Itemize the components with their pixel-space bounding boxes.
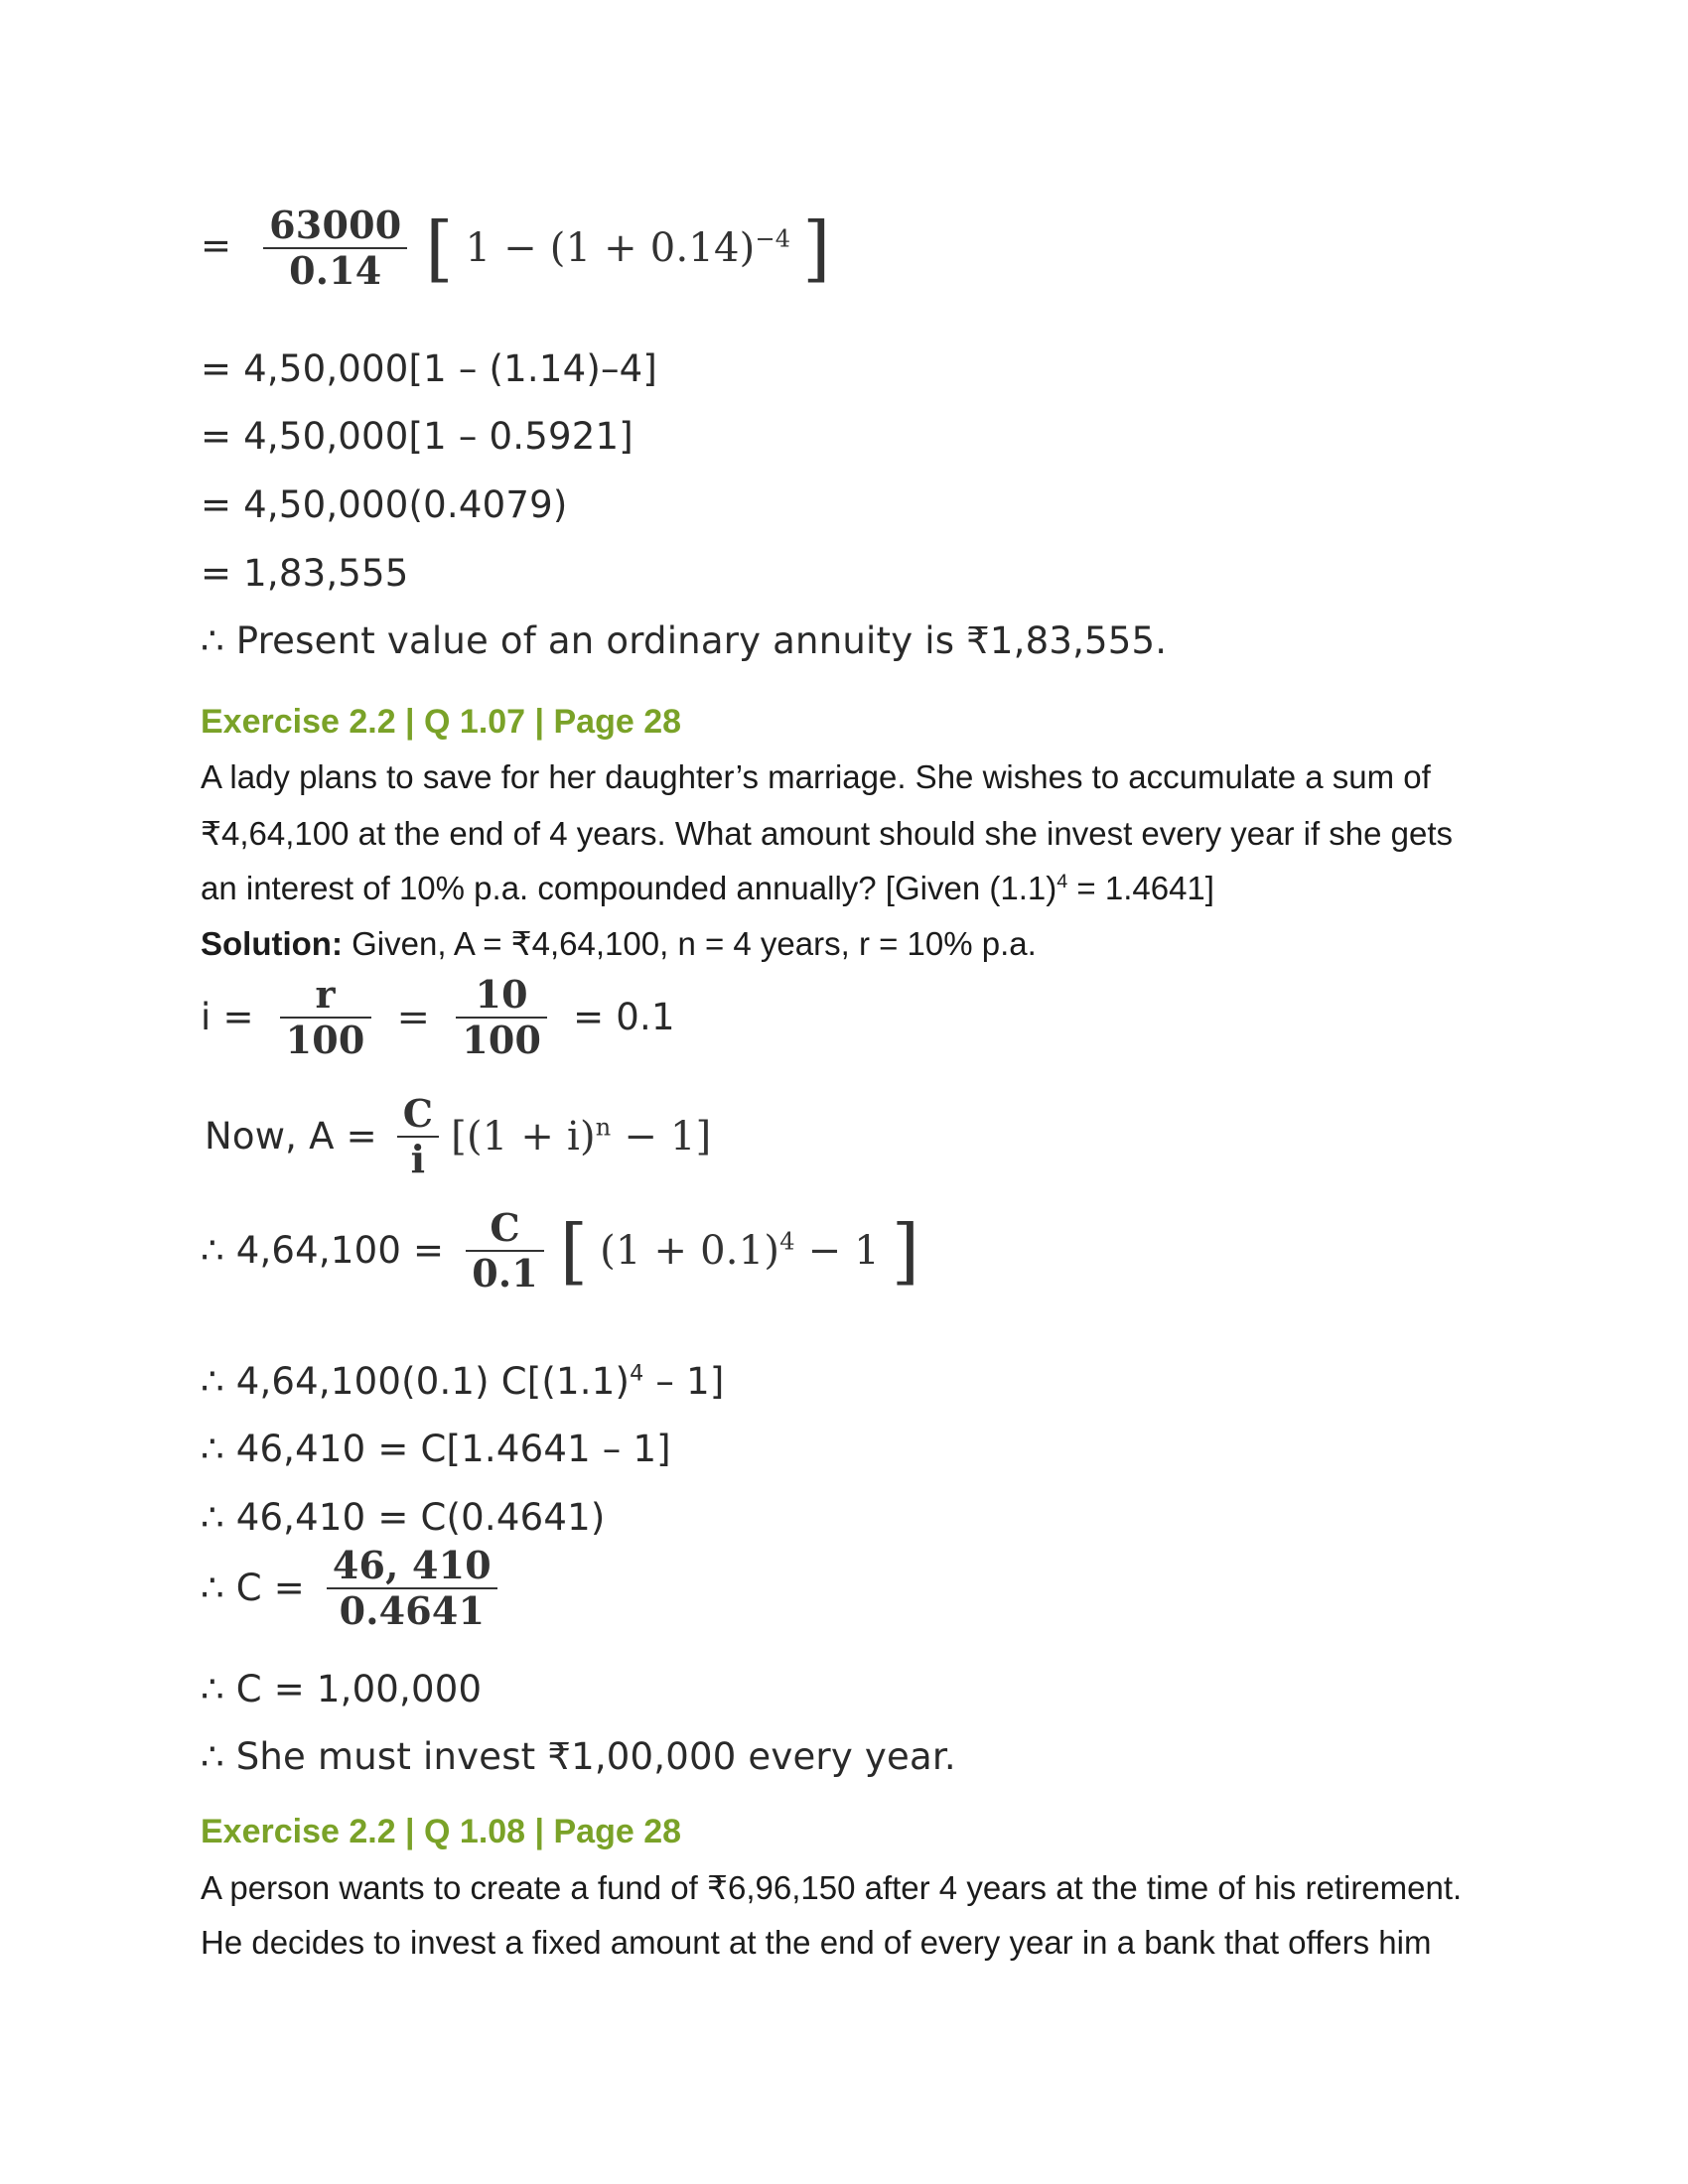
step-line: ∴ 46,410 = C(0.4641) <box>201 1496 606 1539</box>
conclusion-line: ∴ She must invest ₹1,00,000 every year. <box>201 1735 956 1778</box>
step-line: = 4,50,000[1 – (1.14)–4] <box>201 347 658 390</box>
right-bracket: ] <box>802 205 831 290</box>
step-line: ∴ C = 1,00,000 <box>201 1668 483 1710</box>
equals-sign: = <box>201 224 232 268</box>
solution-line <box>201 924 1037 963</box>
question-line: A lady plans to save for her daughter’s marriage. She wishes to accumulate a sum of <box>201 758 1431 795</box>
denominator: 0.14 <box>289 247 382 293</box>
exponent: −4 <box>755 224 791 253</box>
fraction <box>263 204 407 292</box>
superscript: 4 <box>1056 871 1068 892</box>
fraction: $\frac{10}{100}$ <box>456 973 547 1061</box>
exercise-heading: Exercise 2.2 | Q 1.07 | Page 28 <box>201 703 682 741</box>
fraction: $\frac{r}{100}$ <box>280 973 371 1061</box>
exercise-heading: Exercise 2.2 | Q 1.08 | Page 28 <box>201 1813 682 1850</box>
step-line: ∴ 4,64,100(0.1) $C[(1.1)^4 - 1]$ <box>201 1360 725 1403</box>
conclusion-line: ∴ Present value of an ordinary annuity is ₹1,83,555. <box>201 619 1168 662</box>
equation-annuity-formula: Now, A = $\frac{C}{i}$ $[(1 + i)^n - 1]$ <box>205 1091 712 1181</box>
step-line: ∴ 46,410 = C[1.4641 – 1] <box>201 1428 671 1470</box>
question-line: an interest of 10% p.a. compounded annually? [Given $(1.1)^4 = 1.4641$] <box>201 870 1214 906</box>
step-line: = 4,50,000(0.4079) <box>201 483 568 526</box>
question-line: He decides to invest a fixed amount at the end of every year in a bank that offers him <box>201 1924 1432 1961</box>
step-line: = 4,50,000[1 – 0.5921] <box>201 415 633 458</box>
question-line: ₹4,64,100 at the end of 4 years. What amount should she invest every year if she gets <box>201 815 1454 852</box>
numerator: 63000 <box>269 203 402 247</box>
question-line: A person wants to create a fund of ₹6,96,150 after 4 years at the time of his retirement. <box>201 1869 1463 1906</box>
fraction: $\frac{C}{i}$ <box>397 1092 439 1180</box>
equation-present-value-fraction <box>201 204 831 292</box>
fraction: $\frac{C}{0.1}$ <box>466 1206 544 1295</box>
equation-c-fraction: ∴ C = $\frac{46, 410}{0.4641}$ <box>201 1544 497 1632</box>
fraction: $\frac{46, 410}{0.4641}$ <box>327 1544 497 1632</box>
bracket-body: $1 - (1 + 0.14)^{-4}$ <box>465 224 791 271</box>
equation-interest-rate: i = $\frac{r}{100}$ = $\frac{10}{100}$ = 0.1 <box>201 972 675 1062</box>
left-bracket: [ <box>425 205 454 290</box>
equation-substituted: ∴ 4,64,100 = $\frac{C}{0.1}$ [ $(1 + 0.1)^4 - 1$ ] <box>201 1205 920 1296</box>
step-line: = 1,83,555 <box>201 552 409 595</box>
solution-given: Given, A = ₹4,64,100, n = 4 years, r = 10% p.a. <box>342 925 1037 962</box>
solution-label: Solution: <box>201 925 343 962</box>
